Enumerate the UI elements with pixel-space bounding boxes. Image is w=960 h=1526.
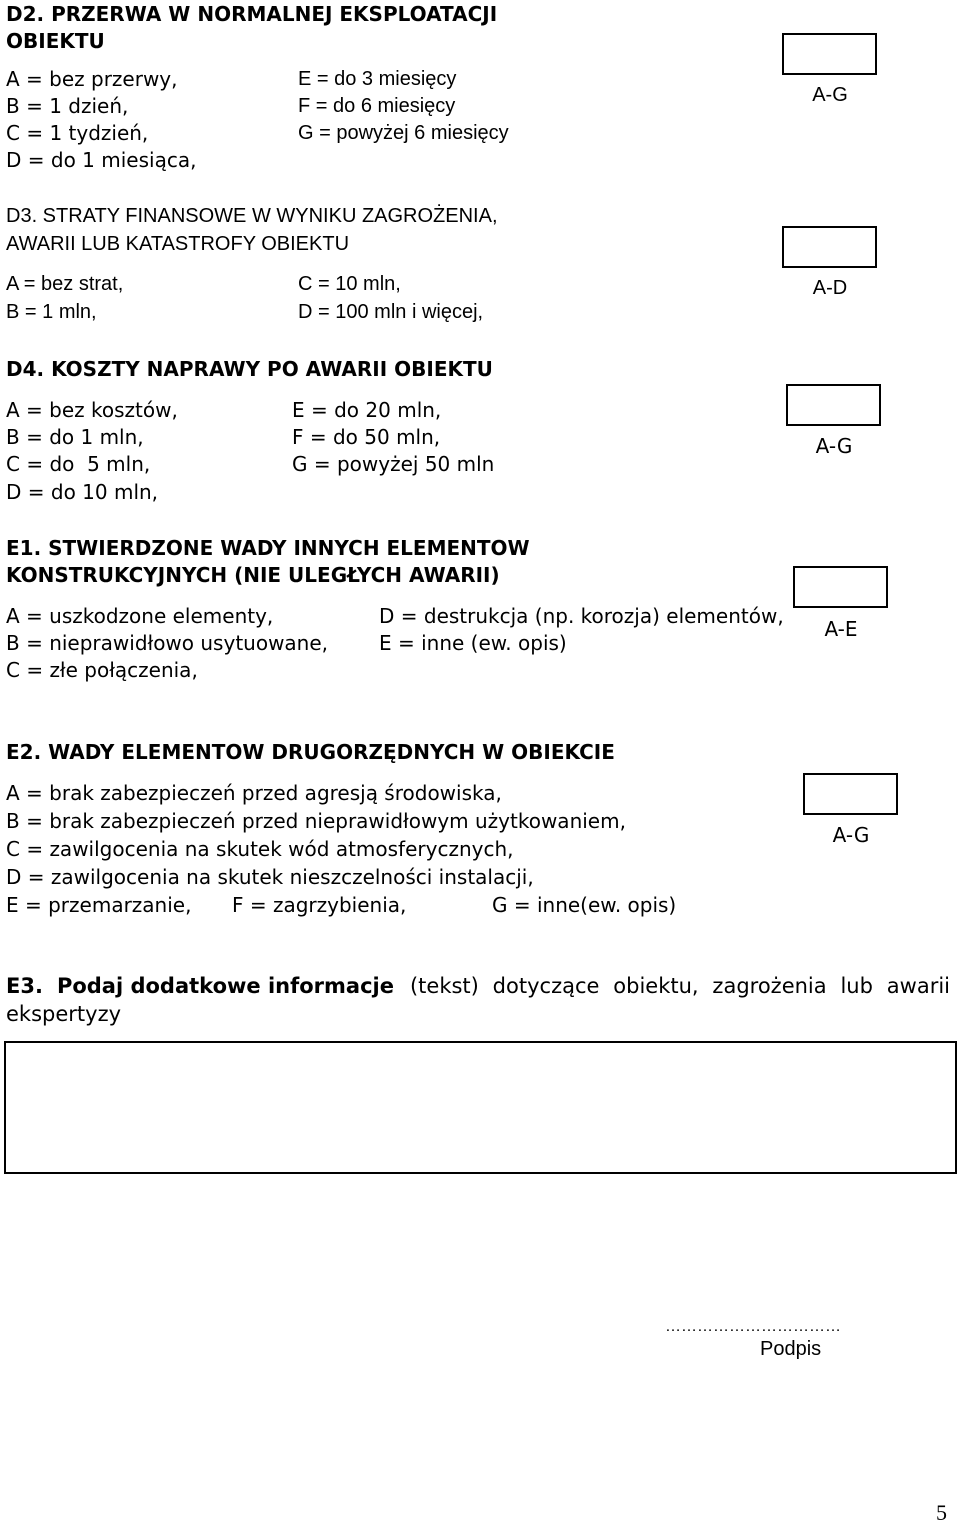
d3-title-line2: AWARII LUB KATASTROFY OBIEKTU [6,233,350,255]
e2-title: E2. WADY ELEMENTOW DRUGORZĘDNYCH W OBIEKCIE [6,740,615,764]
d3-title-line1: D3. STRATY FINANSOWE W WYNIKU ZAGROŻENIA, [6,205,498,227]
e1-answer-range: A-E [824,617,858,641]
signature-dots: …………………………… [665,1318,841,1335]
e1-option-c: C = złe połączenia, [6,658,198,682]
signature-label: Podpis [760,1338,822,1360]
d3-option-c: C = 10 mln, [298,273,401,295]
e2-option-g: G = inne(ew. opis) [492,893,677,917]
e3-bold-text: Podaj dodatkowe informacje [56,974,394,998]
e1-option-d: D = destrukcja (np. korozja) elementów, [379,604,784,628]
e2-option-e: E = przemarzanie, [6,893,192,917]
d2-option-e: E = do 3 miesięcy [298,68,457,90]
d4-option-f: F = do 50 mln, [292,425,441,449]
d2-option-g: G = powyżej 6 miesięcy [298,122,509,144]
e1-answer-box[interactable] [793,566,888,608]
d2-option-d: D = do 1 miesiąca, [6,148,197,172]
d2-answer-range: A-G [812,84,848,106]
d4-option-c: C = do 5 mln, [6,452,151,476]
e2-option-d: D = zawilgocenia na skutek nieszczelności instalacji, [6,865,534,889]
d4-title: D4. KOSZTY NAPRAWY PO AWARII OBIEKTU [6,357,493,381]
d3-option-d: D = 100 mln i więcej, [298,301,484,323]
e3-prompt-line1 [6,973,950,1000]
e2-option-a: A = brak zabezpieczeń przed agresją środowiska, [6,781,502,805]
d3-answer-box[interactable] [782,226,877,268]
d2-title-line2: OBIEKTU [6,29,105,53]
d2-option-b: B = 1 dzień, [6,94,129,118]
e3-prompt-line2: ekspertyzy [6,1002,122,1026]
e3-text-area[interactable] [4,1041,957,1174]
d3-answer-range: A-D [812,277,848,299]
e1-option-a: A = uszkodzone elementy, [6,604,274,628]
e3-rest-text: (tekst) dotyczące obiektu, zagrożenia lub awarii [409,974,950,998]
e2-option-f: F = zagrzybienia, [232,893,407,917]
d4-answer-box[interactable] [786,384,881,426]
d2-option-c: C = 1 tydzień, [6,121,149,145]
e2-answer-range: A-G [832,823,870,847]
e3-rest [394,973,950,1000]
d4-option-a: A = bez kosztów, [6,398,178,422]
e2-answer-box[interactable] [803,773,898,815]
e1-option-e: E = inne (ew. opis) [379,631,567,655]
page-number: 5 [936,1500,947,1525]
d4-option-b: B = do 1 mln, [6,425,144,449]
d4-option-g: G = powyżej 50 mln [292,452,495,476]
d3-option-b: B = 1 mln, [6,301,97,323]
d2-title-line1: D2. PRZERWA W NORMALNEJ EKSPLOATACJI [6,2,498,26]
e3-label: E3. [6,974,43,998]
d3-option-a: A = bez strat, [6,273,124,295]
d4-option-e: E = do 20 mln, [292,398,442,422]
d4-answer-range: A-G [815,434,853,458]
e1-option-b: B = nieprawidłowo usytuowane, [6,631,329,655]
d2-option-a: A = bez przerwy, [6,67,178,91]
e1-title-line1: E1. STWIERDZONE WADY INNYCH ELEMENTOW [6,536,530,560]
e1-title-line2: KONSTRUKCYJNYCH (NIE ULEGŁYCH AWARII) [6,563,500,587]
d4-option-d: D = do 10 mln, [6,480,159,504]
e2-option-c: C = zawilgocenia na skutek wód atmosferycznych, [6,837,514,861]
d2-answer-box[interactable] [782,33,877,75]
e2-option-b: B = brak zabezpieczeń przed nieprawidłowym użytkowaniem, [6,809,626,833]
d2-option-f: F = do 6 miesięcy [298,95,456,117]
